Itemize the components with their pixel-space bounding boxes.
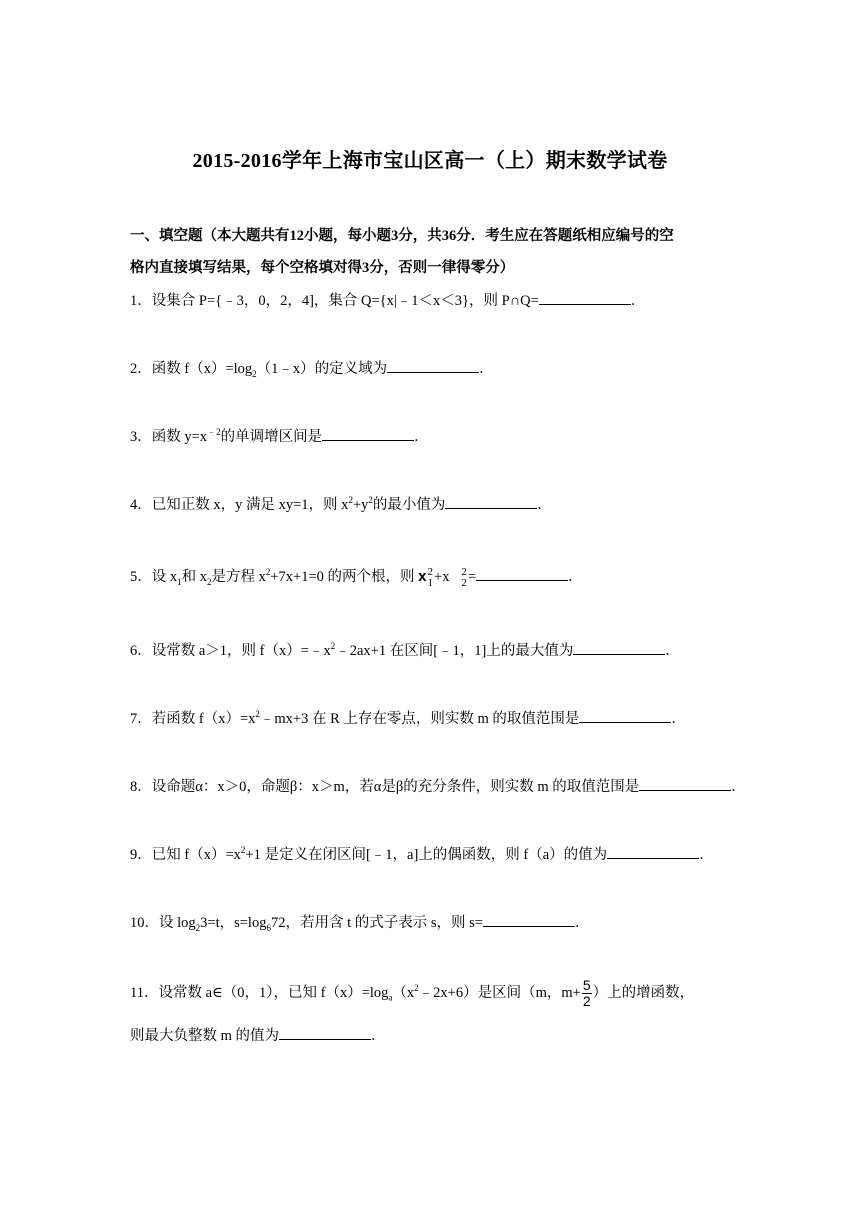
answer-blank[interactable]	[579, 709, 671, 723]
question-7: 7．若函数 $f(x)=x^2﹣mx+3$ 在 R 上存在零点，则实数 m 的取值范围是 ．	[130, 709, 686, 727]
question-8: 8．设命题α：x＞0，命题β：x＞m，若α是β的充分条件，则实数 m 的取值范围是 ．	[130, 779, 746, 795]
question-2: 2．函数 $f(x)=\log_2(1﹣x)$的定义域为 ．	[130, 361, 494, 379]
answer-blank[interactable]	[476, 567, 568, 581]
answer-blank[interactable]	[445, 495, 537, 509]
answer-blank[interactable]	[387, 359, 479, 373]
question-5: 5．设 $x_1$和 $x_2$是方程 $x^2+7x+1=0$ 的两个根，则 x 2 1 +x 2 2 = ．	[130, 565, 583, 589]
answer-blank[interactable]	[607, 845, 699, 859]
section-heading-line-1: 一、填空题（本大题共有12小题，每小题3分，共36分．考生应在答题纸相应编号的空	[130, 228, 674, 244]
power-index: 2 2	[461, 565, 467, 589]
answer-blank[interactable]	[573, 641, 665, 655]
question-6: 6．设常数 a＞1，则 $f(x)=﹣x^2﹣2ax+1$ 在区间[﹣1，1]上的最大值为 ．	[130, 641, 680, 659]
question-11: 11．设常数 a∈（0，1），已知 $f(x)=\log_a(x^2﹣2x+6)$是区间（m，m+ $\frac{5}{2}$ ）上的增函数，	[130, 977, 695, 1009]
answer-blank[interactable]	[279, 1026, 371, 1040]
answer-blank[interactable]	[322, 427, 414, 441]
section-heading	[130, 220, 740, 284]
question-3: 3．函数 $y=x^{﹣2}$的单调增区间是 ．	[130, 427, 429, 445]
power-index: 2 1	[427, 565, 434, 589]
question-10: 10．设 $\log_23=t$，$s=\log_672$，若用含 t 的式子表示 s，则 s= ．	[130, 915, 590, 933]
question-11-continued: 则最大负整数 m 的值为 ．	[130, 1028, 386, 1044]
answer-blank[interactable]	[539, 291, 631, 305]
answer-blank[interactable]	[639, 777, 731, 791]
question-4: 4．已知正数 x，y 满足 xy=1，则 $x^2+y^2$的最小值为 ．	[130, 495, 552, 513]
page-title: 2015-2016学年上海市宝山区高一（上）期末数学试卷	[192, 150, 668, 172]
answer-blank[interactable]	[483, 913, 575, 927]
question-1: 1．设集合 P={﹣3，0，2，4]，集合 Q={x|﹣1＜x＜3}，则 P∩Q= ．	[130, 293, 646, 309]
fraction: $\frac{5}{2}$	[582, 977, 591, 1009]
question-9: 9．已知 $f(x)=x^2+1$ 是定义在闭区间[﹣1，a]上的偶函数，则 f（a）的值为 ．	[130, 845, 714, 863]
section-heading-line-2: 格内直接填写结果，每个空格填对得3分，否则一律得零分）	[130, 260, 515, 276]
